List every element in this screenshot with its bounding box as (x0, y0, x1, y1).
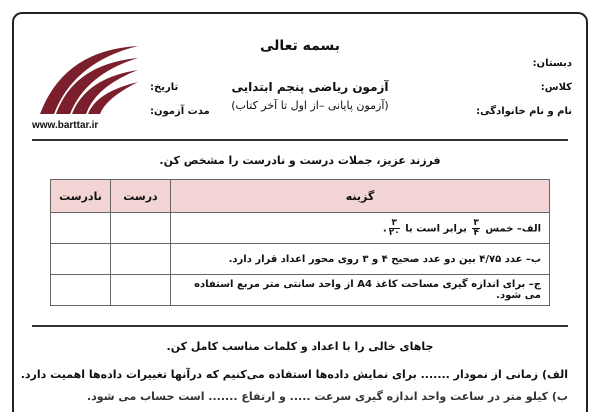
answer-false-c[interactable] (51, 275, 111, 306)
divider-middle (32, 325, 568, 327)
section1-instruction: فرزند عزیز، جملات درست و نادرست را مشخص کن. (159, 154, 441, 167)
true-false-table (50, 179, 550, 306)
column-item-header: گزینه (171, 180, 550, 213)
statement-c: ج– برای اندازه گیری مساحت کاغذ A4 از واحد سانتی متر مربع استفاده می شود. (171, 275, 550, 306)
barttar-logo (34, 40, 142, 118)
fraction-three-twentieths: $\frac{۳}{۲۰}$ (388, 217, 400, 238)
fill-blank-question-b: ب) کیلو متر در ساعت واحد اندازه گیری سرعت ..... و ارتفاع ....... است حساب می شود. (86, 390, 568, 403)
divider-top (32, 139, 568, 141)
answer-true-a[interactable] (111, 213, 171, 244)
date-label: تاریخ: (150, 82, 179, 93)
fraction-three-quarters: $\frac{۳}{۴}$ (473, 217, 479, 238)
statement-b: ب– عدد ۴/۷۵ بین دو عدد صحیح ۴ و ۳ روی محور اعداد قرار دارد. (171, 244, 550, 275)
section2-instruction: جاهای خالی را با اعداد و کلمات مناسب کامل کن. (166, 340, 434, 353)
table-row (51, 244, 550, 275)
table-header-row (51, 180, 550, 213)
answer-false-a[interactable] (51, 213, 111, 244)
exam-title: آزمون ریاضی پنجم ابتدایی (231, 80, 389, 94)
answer-true-b[interactable] (111, 244, 171, 275)
school-label: دبستان: (532, 58, 572, 69)
statement-a: الف– خمس $\frac{۳}{۴}$ برابر است با $\frac{۳}{۲۰}$ . (171, 213, 550, 244)
name-label: نام و نام خانوادگی: (476, 106, 572, 117)
fill-blank-question-a: الف) زمانی از نمودار ....... برای نمایش داده‌ها استفاده می‌کنیم که درآنها تغییرات داده‌ها اهمیت دارد. (20, 368, 568, 381)
duration-label: مدت آزمون: (150, 106, 210, 117)
website-url: www.barttar.ir (32, 120, 99, 131)
exam-subtitle: (آزمون پایانی –از اول تا آخر کتاب) (231, 99, 389, 112)
table-row (51, 275, 550, 306)
class-label: کلاس: (540, 82, 572, 93)
table-row (51, 213, 550, 244)
column-true-header: درست (111, 180, 171, 213)
column-false-header: نادرست (51, 180, 111, 213)
bismillah-heading: بسمه تعالی (259, 38, 341, 54)
answer-true-c[interactable] (111, 275, 171, 306)
answer-false-b[interactable] (51, 244, 111, 275)
